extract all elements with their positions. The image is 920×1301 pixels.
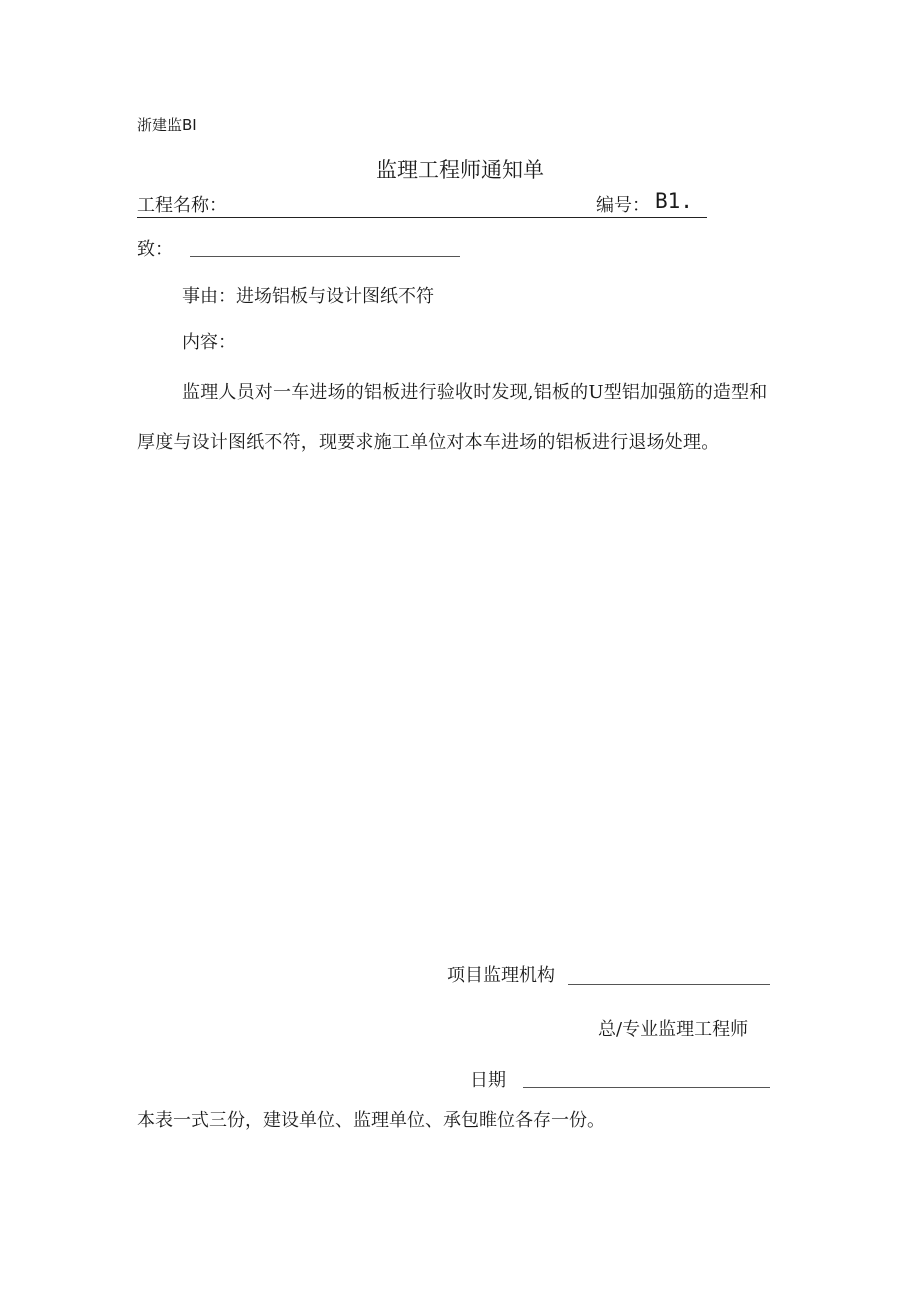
header-row [137,191,707,218]
content-text: 监理人员对一车进场的铝板进行验收时发现,铝板的U型铝加强筋的造型和厚度与设计图纸不符，现要求施工单位对本车进场的铝板进行退场处理。 [137,382,768,453]
reason-label: 事由： [182,286,236,307]
engineer-label: 总/专业监理工程师 [598,1019,749,1040]
serial-number-label: 编号： [596,195,650,216]
content-label: 内容： [182,332,236,353]
date-label: 日期 [470,1070,506,1091]
reason-value: 进场铝板与设计图纸不符 [236,286,434,307]
supervision-org-label: 项目监理机构 [447,965,555,986]
reason-row [182,282,434,308]
date-blank-line [523,1087,770,1088]
document-code: 浙建监BI [137,116,197,134]
recipient-blank-line [190,256,460,257]
serial-number-value: B1. [655,189,693,213]
recipient-label: 致： [137,239,173,260]
project-name-label: 工程名称： [137,195,227,216]
footer-note: 本表一式三份，建设单位、监理单位、承包睢位各存一份。 [137,1110,605,1131]
page-title: 监理工程师通知单 [376,158,544,182]
supervision-org-blank-line [568,984,770,985]
